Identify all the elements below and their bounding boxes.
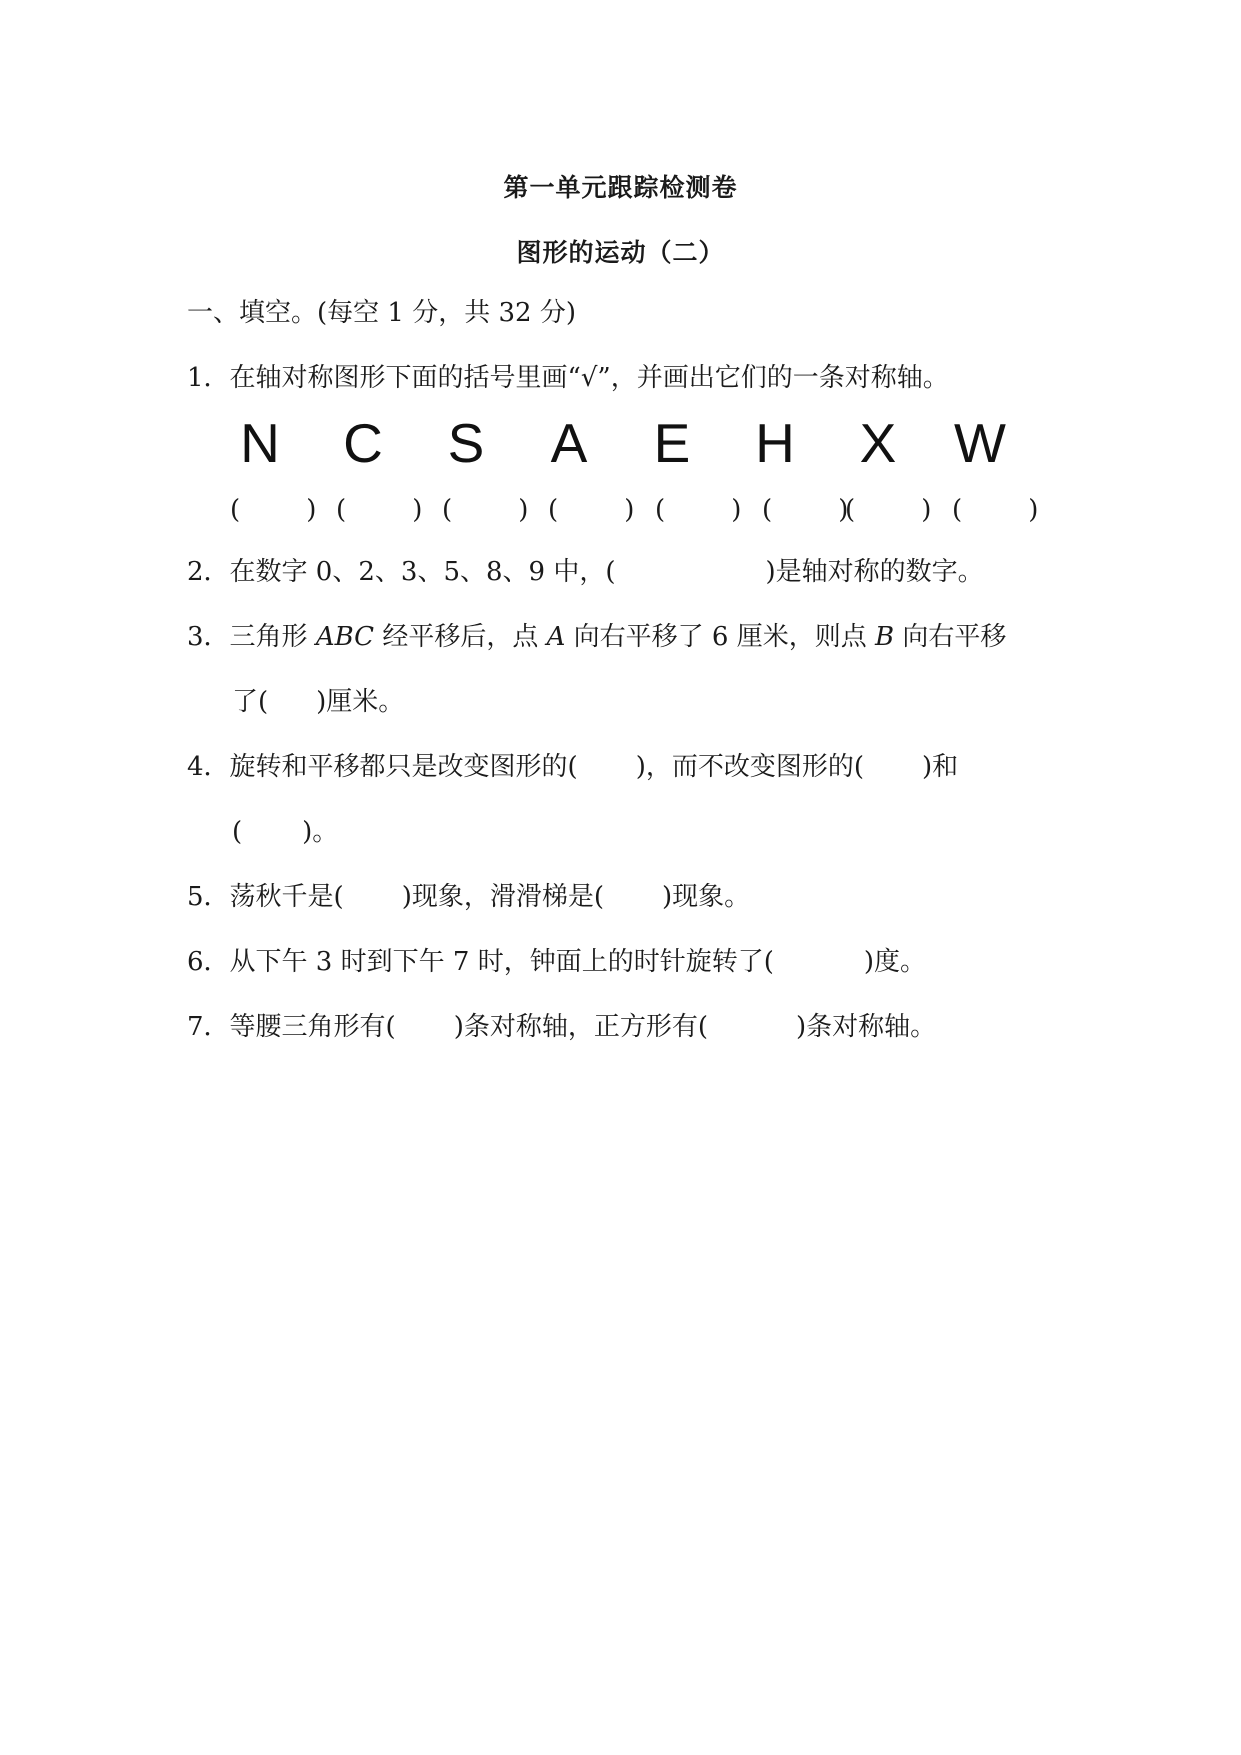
- triangle-label: ABC: [315, 622, 375, 652]
- question-number: 2．: [187, 557, 230, 587]
- letter-n: N: [240, 412, 280, 474]
- letter-w: W: [954, 412, 1006, 474]
- question-text: 等腰三角形有(: [229, 1012, 396, 1042]
- answer-blank-e[interactable]: ( ): [655, 495, 742, 525]
- worksheet-subtitle: 图形的运动（二）: [516, 238, 725, 267]
- answer-blank-n[interactable]: ( ): [230, 495, 317, 525]
- question-4: [187, 750, 958, 784]
- letter-h: H: [755, 412, 795, 474]
- question-text: )现象。: [662, 882, 751, 912]
- answer-blank-w[interactable]: ( ): [952, 495, 1039, 525]
- question-number: 6．: [187, 947, 230, 977]
- question-2: [187, 555, 984, 589]
- answer-blank-x[interactable]: ( ): [845, 495, 932, 525]
- question-7: [187, 1010, 936, 1044]
- question-text: 在数字 0、2、3、5、8、9 中，(: [229, 557, 616, 587]
- question-number: 1．: [187, 363, 230, 393]
- question-text: )。: [302, 817, 339, 847]
- worksheet-title: 第一单元跟踪检测卷: [503, 173, 738, 202]
- letter-s: S: [447, 412, 485, 474]
- answer-blank-h[interactable]: ( ): [762, 495, 849, 525]
- question-6: [187, 945, 926, 979]
- question-4-line-2: [232, 815, 338, 849]
- letter-x: X: [859, 412, 897, 474]
- point-a-label: A: [546, 622, 566, 652]
- point-b-label: B: [875, 622, 895, 652]
- question-text: 了(: [232, 687, 269, 717]
- question-text: )现象，滑滑梯是(: [401, 882, 604, 912]
- question-text: 在轴对称图形下面的括号里画“√”，并画出它们的一条对称轴。: [229, 363, 949, 393]
- question-text: )度。: [863, 947, 926, 977]
- question-number: 3．: [187, 622, 230, 652]
- question-number: 5．: [187, 882, 230, 912]
- question-text: 向右平移了 6 厘米，则点: [565, 622, 875, 652]
- question-5: [187, 880, 750, 914]
- question-text: 向右平移: [894, 622, 1007, 652]
- question-text: )条对称轴，正方形有(: [453, 1012, 708, 1042]
- question-text: )，而不改变图形的(: [635, 752, 864, 782]
- answer-blank-a[interactable]: ( ): [548, 495, 635, 525]
- question-1: [187, 361, 949, 395]
- question-text: 三角形: [229, 622, 316, 652]
- question-text: (: [232, 817, 243, 847]
- letter-c: C: [343, 412, 383, 474]
- question-number: 7．: [187, 1012, 230, 1042]
- question-text: )条对称轴。: [796, 1012, 937, 1042]
- question-3: [187, 620, 1006, 654]
- section-heading: 一、填空。(每空 1 分，共 32 分): [187, 298, 576, 328]
- letter-a: A: [550, 412, 588, 474]
- question-text: 旋转和平移都只是改变图形的(: [229, 752, 578, 782]
- answer-blank-c[interactable]: ( ): [336, 495, 423, 525]
- question-text: 荡秋千是(: [229, 882, 344, 912]
- answer-blank-s[interactable]: ( ): [442, 495, 529, 525]
- question-text: 经平移后，点: [374, 622, 547, 652]
- question-number: 4．: [187, 752, 230, 782]
- question-text: )是轴对称的数字。: [765, 557, 984, 587]
- question-text: )厘米。: [316, 687, 405, 717]
- question-3-line-2: [232, 685, 404, 719]
- letter-e: E: [653, 412, 691, 474]
- question-text: )和: [922, 752, 959, 782]
- question-text: 从下午 3 时到下午 7 时，钟面上的时针旋转了(: [229, 947, 774, 977]
